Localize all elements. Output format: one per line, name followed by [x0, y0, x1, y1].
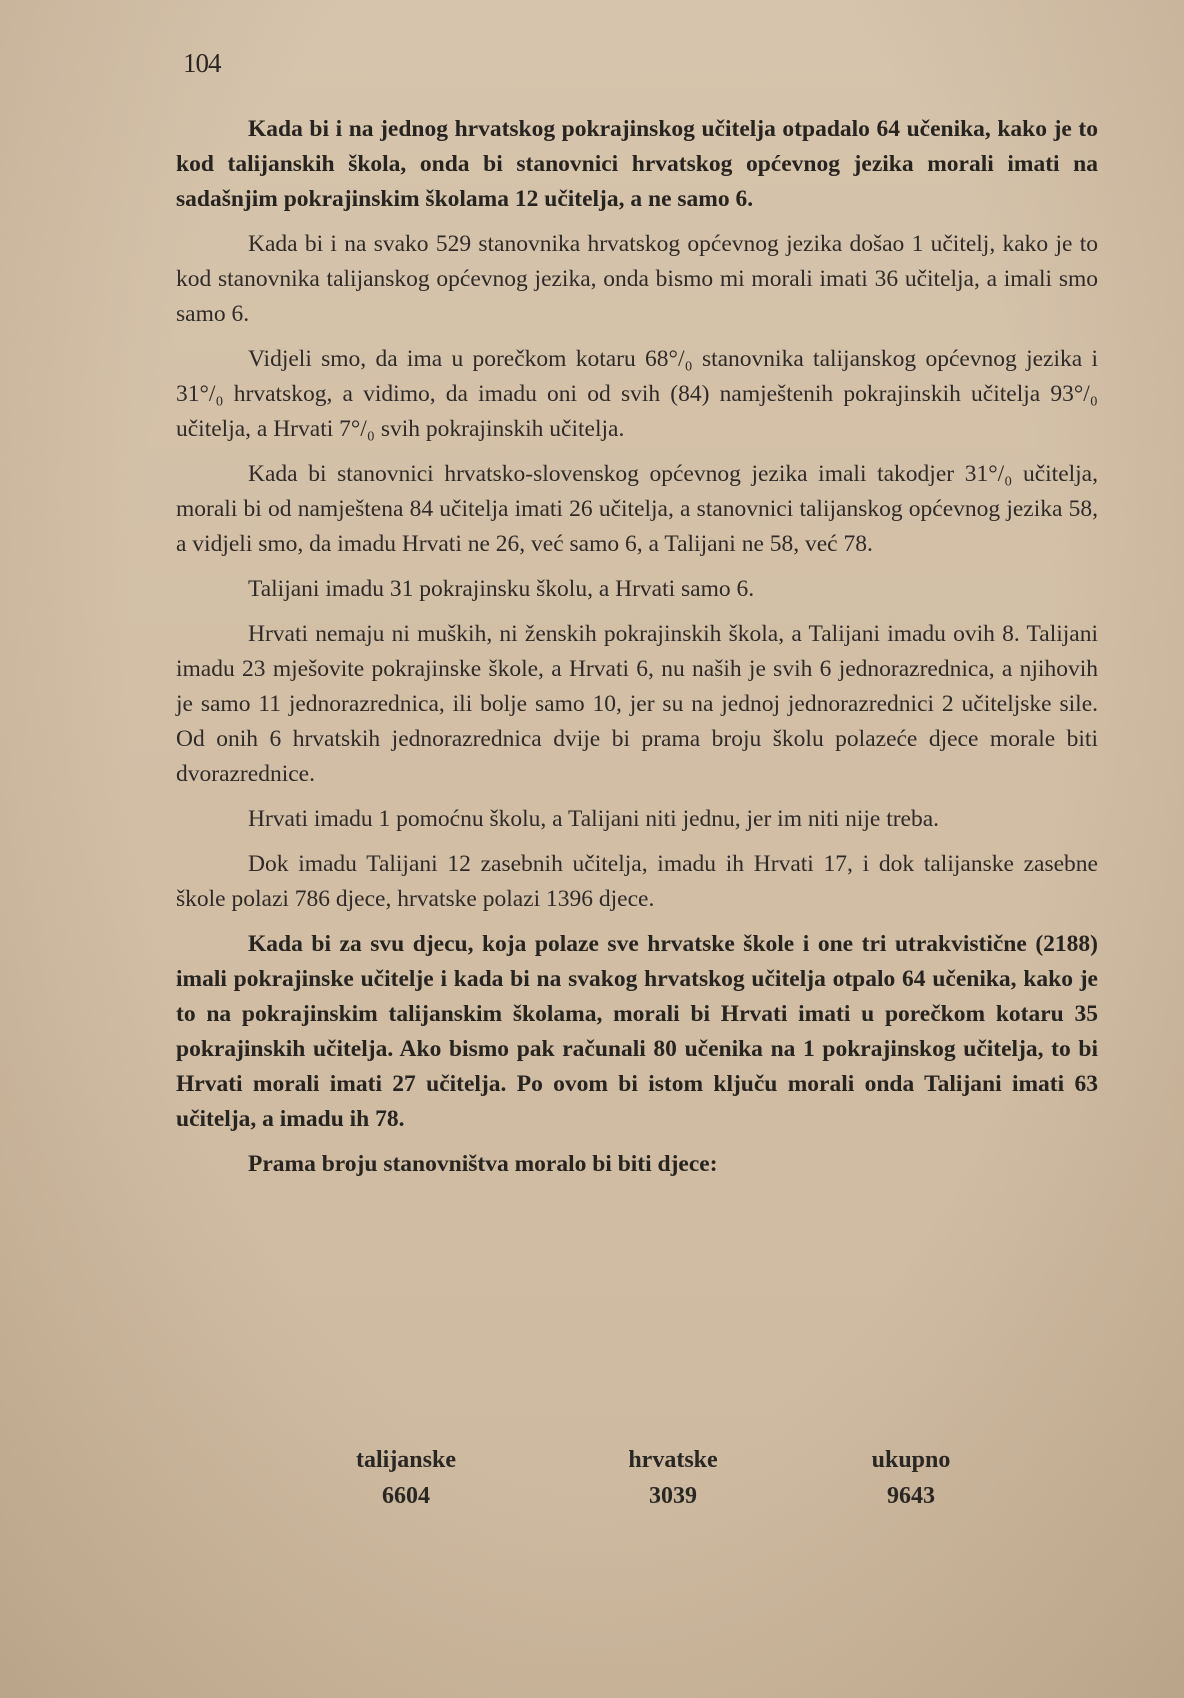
- paragraph-1: Kada bi i na jednog hrvatskog pokrajinskog učitelja otpadalo 64 učenika, kako je to kod talijanskih škola, onda bi stanovnici hrvatskog općevnog jezika morali imati na sadašnjim pokrajinskim školama 12 učitelja, a ne samo 6.: [176, 116, 1098, 212]
- paragraph-7: Hrvati imadu 1 pomoćnu školu, a Talijani niti jednu, jer im niti nije treba.: [248, 806, 940, 832]
- paragraph-9: Kada bi za svu djecu, koja polaze sve hrvatske škole i one tri utrakvistične (2188) imali pokrajinske učitelje i kada bi na svakog hrvatskog učitelja otpalo 64 učenika, kako je to na pokrajinskim talijanskim školama, morali bi Hrvati imati u porečkom kotaru 35 pokrajinskih učitelja. Ako bismo pak računali 80 učenika na 1 pokrajinskog učitelja, to bi Hrvati morali imati 27 učitelja. Po ovom bi istom ključu morali onda Talijani imati 63 učitelja, a imadu ih 78.: [176, 931, 1098, 1132]
- table-column-hrvatske: [573, 1442, 773, 1514]
- paragraph-6: Hrvati nemaju ni muških, ni ženskih pokrajinskih škola, a Talijani imadu ovih 8. Talijani imadu 23 mješovite pokrajinske škole, a Hrvati 6, nu naših je svih 6 jednorazrednica, a njihovih je samo 11 jednorazrednica, ili bolje samo 10, jer su na jednoj jednorazrednici 2 učiteljske sile. Od onih 6 hrvatskih jednorazrednica dvije bi prama broju školu polazeće djece morale biti dvorazrednice.: [176, 621, 1098, 787]
- table-value: 6604: [382, 1483, 430, 1509]
- body-text: [176, 112, 1098, 1192]
- paragraph-10: Prama broju stanovništva moralo bi biti djece:: [248, 1151, 718, 1177]
- table-header: hrvatske: [628, 1447, 718, 1473]
- table-value: 9643: [887, 1483, 935, 1509]
- table-column-talijanske: [306, 1442, 506, 1514]
- paragraph-3: Vidjeli smo, da ima u porečkom kotaru 68°/₀ stanovnika talijanskog općevnog jezika i 31°/₀ hrvatskog, a vidimo, da imadu oni od svih (84) namještenih pokrajinskih učitelja 93°/₀ učitelja, a Hrvati 7°/₀ svih pokrajinskih učitelja.: [176, 346, 1098, 442]
- paragraph-4: Kada bi stanovnici hrvatsko-slovenskog općevnog jezika imali takodjer 31°/₀ učitelja, morali bi od namještena 84 učitelja imati 26 učitelja, a stanovnici talijanskog općevnog jezika 58, a vidjeli smo, da imadu Hrvati ne 26, već samo 6, a Talijani ne 58, već 78.: [176, 461, 1098, 557]
- paragraph-2: Kada bi i na svako 529 stanovnika hrvatskog općevnog jezika došao 1 učitelj, kako je to kod stanovnika talijanskog općevnog jezika, onda bismo mi morali imati 36 učitelja, a imali smo samo 6.: [176, 231, 1098, 327]
- table-header: ukupno: [871, 1447, 951, 1473]
- page-number: 104: [183, 48, 221, 78]
- table-column-ukupno: [811, 1442, 1011, 1514]
- table-header: talijanske: [355, 1447, 456, 1473]
- table-value: 3039: [649, 1483, 697, 1509]
- paragraph-8: Dok imadu Talijani 12 zasebnih učitelja, imadu ih Hrvati 17, i dok talijanske zasebne škole polazi 786 djece, hrvatske polazi 1396 djece.: [176, 851, 1098, 912]
- paragraph-5: Talijani imadu 31 pokrajinsku školu, a Hrvati samo 6.: [248, 576, 755, 602]
